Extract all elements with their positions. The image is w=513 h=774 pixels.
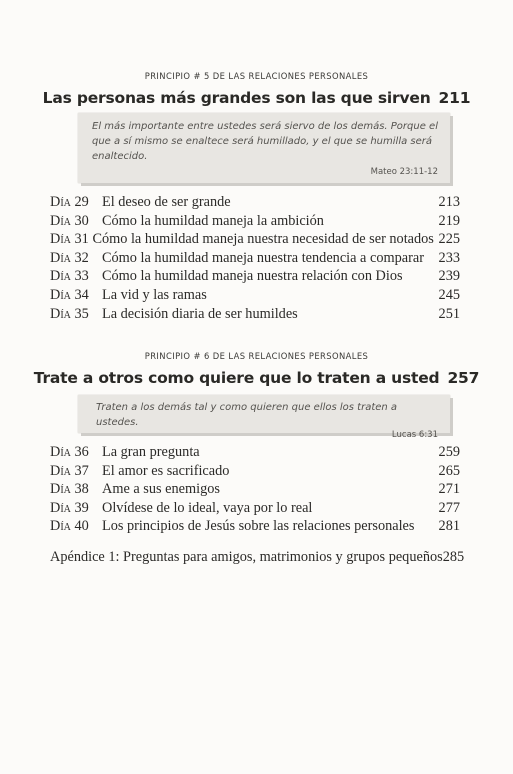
page-number: 225 xyxy=(438,231,460,248)
toc-entry-appendix[interactable] xyxy=(50,549,465,566)
toc-entry[interactable] xyxy=(50,305,460,324)
appendix-title: Apéndice 1: Preguntas para amigos, matrimonios y grupos pequeños xyxy=(50,549,443,565)
day-label: Día 33 xyxy=(50,268,89,285)
chapter-title: Ame a sus enemigos xyxy=(102,481,220,498)
principle-eyebrow: PRINCIPIO # 5 DE LAS RELACIONES PERSONALES xyxy=(144,71,369,81)
chapter-title: Cómo la humildad maneja nuestra relación con Dios xyxy=(102,268,403,285)
scripture-reference: Mateo 23:11-12 xyxy=(370,167,438,177)
page-number: 281 xyxy=(438,518,460,535)
toc-entry[interactable] xyxy=(50,193,460,212)
appendix-page-number: 285 xyxy=(442,549,465,565)
page-number: 265 xyxy=(438,462,460,479)
day-label: Día 40 xyxy=(50,518,89,535)
toc-entry[interactable] xyxy=(50,249,460,268)
chapter-title: La decisión diaria de ser humildes xyxy=(102,305,298,322)
chapter-title: Cómo la humildad maneja la ambición xyxy=(102,212,324,229)
section-principle-6 xyxy=(0,351,513,387)
scripture-quote-box xyxy=(78,395,450,440)
toc-entry[interactable] xyxy=(50,212,460,231)
page-number: 277 xyxy=(438,499,460,516)
scripture-reference: Lucas 6:31 xyxy=(391,430,438,440)
day-label: Día 29 xyxy=(50,194,89,210)
page-number: 233 xyxy=(438,249,460,266)
toc-entry[interactable] xyxy=(50,443,460,462)
toc-entry[interactable] xyxy=(50,517,460,536)
headline-text: Trate a otros como quiere que lo traten a usted xyxy=(33,369,440,387)
headline-page-number: 257 xyxy=(447,369,480,387)
page-number: 259 xyxy=(438,444,460,460)
page-number: 245 xyxy=(438,286,460,303)
page-number: 239 xyxy=(438,268,460,285)
page-number: 219 xyxy=(438,212,460,229)
section-principle-5 xyxy=(0,71,513,107)
principle-eyebrow: PRINCIPIO # 6 DE LAS RELACIONES PERSONALES xyxy=(144,351,369,361)
principle-headline xyxy=(0,89,513,107)
chapter-title: La gran pregunta xyxy=(102,444,200,460)
chapter-title: La vid y las ramas xyxy=(102,286,207,303)
toc-entry[interactable] xyxy=(50,480,460,499)
day-label: Día 38 xyxy=(50,481,89,498)
scripture-quote-box xyxy=(78,113,450,183)
chapter-title: Los principios de Jesús sobre las relaciones personales xyxy=(102,518,415,535)
day-label: Día 34 xyxy=(50,286,89,303)
scripture-quote-text: Traten a los demás tal y como quieren que ellos los traten a ustedes. xyxy=(96,402,398,428)
day-label: Día 36 xyxy=(50,444,89,460)
page-number: 271 xyxy=(438,481,460,498)
scripture-quote-text: El más importante entre ustedes será siervo de los demás. Porque el que a sí mismo se enaltece será humillado, y el que se humilla será enaltecido. xyxy=(92,121,438,162)
day-label: Día 37 xyxy=(50,462,89,479)
toc-entry[interactable] xyxy=(50,499,460,518)
page-number: 251 xyxy=(438,305,460,322)
chapter-title: El amor es sacrificado xyxy=(102,462,230,479)
chapter-title: Cómo la humildad maneja nuestra tendencia a comparar xyxy=(102,249,424,266)
principle-headline xyxy=(0,369,513,387)
toc-entry[interactable] xyxy=(50,286,460,305)
chapter-title: Olvídese de lo ideal, vaya por lo real xyxy=(102,499,313,516)
toc-entry[interactable] xyxy=(50,230,460,249)
toc-list-section-6 xyxy=(50,443,460,536)
page-number: 213 xyxy=(438,194,460,210)
chapter-title: El deseo de ser grande xyxy=(102,194,231,210)
toc-entry[interactable] xyxy=(50,462,460,481)
day-label: Día 30 xyxy=(50,212,89,229)
chapter-title: Cómo la humildad maneja nuestra necesidad de ser notados xyxy=(92,231,434,248)
day-label: Día 39 xyxy=(50,499,89,516)
headline-page-number: 211 xyxy=(438,89,471,107)
toc-list-section-5 xyxy=(50,193,460,323)
headline-text: Las personas más grandes son las que sirven xyxy=(42,89,431,107)
day-label: Día 35 xyxy=(50,305,89,322)
day-label: Día 32 xyxy=(50,249,89,266)
day-label: Día 31 xyxy=(50,231,89,248)
toc-entry[interactable] xyxy=(50,267,460,286)
